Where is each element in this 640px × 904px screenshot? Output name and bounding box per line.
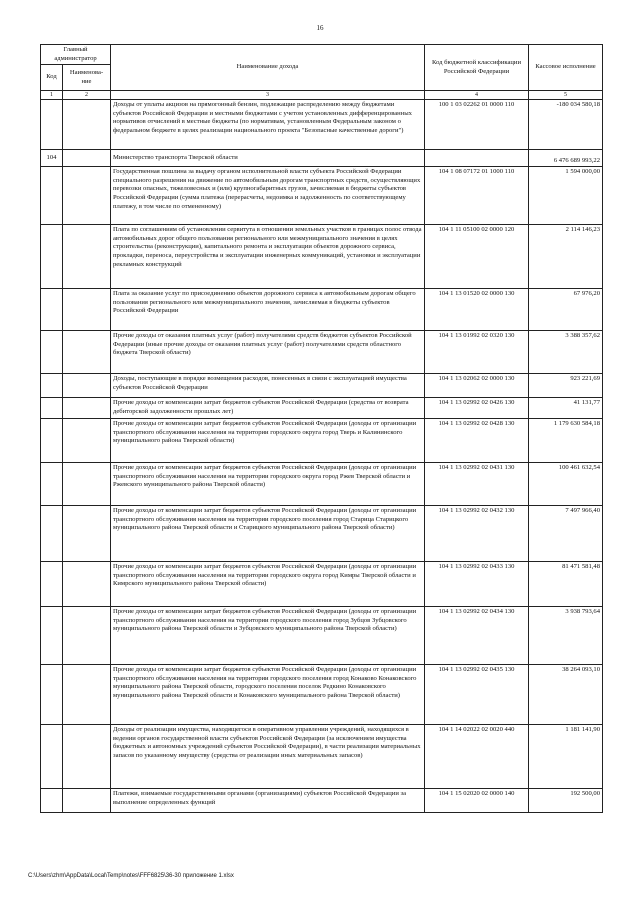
row-income-name: Прочие доходы от компенсации затрат бюджетов субъектов Российской Федерации (доходы от организации транспортного обслуживания населения на территории городского поселения город Зубцов Зубцовского муниципального района Тверской области и Зубцовского муниципального района Тверской области) bbox=[111, 607, 425, 665]
row-kbk: 104 1 13 02062 02 0000 130 bbox=[425, 374, 529, 398]
table-row bbox=[41, 398, 603, 419]
row-admin-code bbox=[41, 607, 63, 665]
row-amount: 1 179 630 584,18 bbox=[529, 419, 603, 463]
row-income-name: Доходы от уплаты акцизов на прямогонный бензин, подлежащие распределению между бюджетами субъектов Российской Федерации и местными бюджетами с учетом установленных дифференцированных нормативов отчислений в местные бюджеты (по нормативам, установленным Федеральным законом о федеральном бюджете в целях реализации национального проекта "Безопасные качественные дороги") bbox=[111, 100, 425, 150]
header-name-short: Наименова-ние bbox=[63, 65, 111, 91]
page-number: 16 bbox=[316, 24, 324, 32]
row-admin-name bbox=[63, 463, 111, 506]
row-admin-name bbox=[63, 100, 111, 150]
row-admin-name bbox=[63, 562, 111, 607]
row-kbk: 104 1 13 02992 02 0431 130 bbox=[425, 463, 529, 506]
row-income-name: Платежи, взимаемые государственными органами (организациями) субъектов Российской Федерации за выполнение определенных функций bbox=[111, 789, 425, 813]
row-income-name: Прочие доходы от компенсации затрат бюджетов субъектов Российской Федерации (доходы от организации транспортного обслуживания населения на территории городского округа город Ржев Тверской области и Ржевского муниципального района Тверской области) bbox=[111, 463, 425, 506]
row-amount: 41 131,77 bbox=[529, 398, 603, 419]
table-row bbox=[41, 789, 603, 813]
table-row bbox=[41, 167, 603, 225]
header-income-name: Наименование дохода bbox=[111, 45, 425, 91]
row-admin-code: 104 bbox=[41, 150, 63, 167]
row-admin-name bbox=[63, 289, 111, 331]
table-row bbox=[41, 331, 603, 374]
row-admin-name bbox=[63, 150, 111, 167]
row-kbk: 104 1 13 02992 02 0434 130 bbox=[425, 607, 529, 665]
row-kbk: 100 1 03 02262 01 0000 110 bbox=[425, 100, 529, 150]
row-kbk: 104 1 15 02020 02 0000 140 bbox=[425, 789, 529, 813]
row-income-name: Государственная пошлина за выдачу органом исполнительной власти субъекта Российской Федерации специального разрешения на движение по автомобильным дорогам транспортных средств, осуществляющих перевозки опасных, тяжеловесных и (или) крупногабаритных грузов, зачисляемая в бюджеты субъектов Российской Федерации (сумма платежа (перерасчеты, недоимка и задолженность по соответствующему платежу, в том числе по отмененному) bbox=[111, 167, 425, 225]
row-kbk: 104 1 14 02022 02 0020 440 bbox=[425, 725, 529, 789]
table-row bbox=[41, 289, 603, 331]
row-admin-name bbox=[63, 419, 111, 463]
row-kbk: 104 1 13 02992 02 0433 130 bbox=[425, 562, 529, 607]
table-row bbox=[41, 225, 603, 289]
header-index-2: 2 bbox=[63, 91, 111, 100]
table-row bbox=[41, 100, 603, 150]
header-index-1: 1 bbox=[41, 91, 63, 100]
row-admin-code bbox=[41, 419, 63, 463]
row-kbk: 104 1 13 02992 02 0428 130 bbox=[425, 419, 529, 463]
row-income-name: Плата по соглашениям об установлении сервитута в отношении земельных участков в границах полос отвода автомобильных дорог общего пользования регионального или межмуниципального значения в целях строительства (реконструкции), капитального ремонта и эксплуатации объектов дорожного сервиса, прокладки, переноса, переустройства и эксплуатации инженерных коммуникаций, установки и эксплуатации рекламных конструкций bbox=[111, 225, 425, 289]
row-income-name: Прочие доходы от оказания платных услуг (работ) получателями средств бюджетов субъектов Российской Федерации (иные прочие доходы от оказания платных услуг (работ) получателями средств областного бюджета Тверской области) bbox=[111, 331, 425, 374]
row-admin-code bbox=[41, 100, 63, 150]
header-index-4: 4 bbox=[425, 91, 529, 100]
row-admin-name bbox=[63, 506, 111, 562]
row-admin-name bbox=[63, 167, 111, 225]
row-admin-code bbox=[41, 289, 63, 331]
row-kbk: 104 1 13 01992 02 0320 130 bbox=[425, 331, 529, 374]
row-kbk: 104 1 13 01520 02 0000 130 bbox=[425, 289, 529, 331]
row-amount: 1 594 000,00 bbox=[529, 167, 603, 225]
row-amount: 923 221,69 bbox=[529, 374, 603, 398]
row-income-name: Прочие доходы от компенсации затрат бюджетов субъектов Российской Федерации (доходы от организации транспортного обслуживания населения на территории городского поселения город Конаково Конаковского муниципального района Тверской области, городского поселения поселок Редкино Конаковского муниципального района Тверской области и Конаковского муниципального района Тверской области) bbox=[111, 665, 425, 725]
row-admin-code bbox=[41, 398, 63, 419]
row-amount: 38 264 093,10 bbox=[529, 665, 603, 725]
row-amount: 3 938 793,64 bbox=[529, 607, 603, 665]
row-kbk bbox=[425, 150, 529, 167]
row-amount: 67 976,20 bbox=[529, 289, 603, 331]
row-income-name: Министерство транспорта Тверской области bbox=[111, 150, 425, 167]
row-income-name: Прочие доходы от компенсации затрат бюджетов субъектов Российской Федерации (средства от возврата дебиторской задолженности прошлых лет) bbox=[111, 398, 425, 419]
row-kbk: 104 1 13 02992 02 0435 130 bbox=[425, 665, 529, 725]
row-kbk: 104 1 13 02992 02 0432 130 bbox=[425, 506, 529, 562]
table-row bbox=[41, 419, 603, 463]
row-admin-code bbox=[41, 463, 63, 506]
table-row bbox=[41, 374, 603, 398]
row-admin-code bbox=[41, 506, 63, 562]
row-kbk: 104 1 11 05100 02 0000 120 bbox=[425, 225, 529, 289]
row-admin-code bbox=[41, 562, 63, 607]
header-kbk: Код бюджетной классификации Российской Федерации bbox=[425, 45, 529, 91]
row-amount: 1 181 141,90 bbox=[529, 725, 603, 789]
row-kbk: 104 1 13 02992 02 0426 130 bbox=[425, 398, 529, 419]
row-admin-code bbox=[41, 725, 63, 789]
row-admin-name bbox=[63, 665, 111, 725]
row-admin-code bbox=[41, 374, 63, 398]
row-admin-name bbox=[63, 331, 111, 374]
row-admin-name bbox=[63, 374, 111, 398]
table-row bbox=[41, 463, 603, 506]
row-amount: 6 476 689 993,22 bbox=[529, 150, 603, 167]
header-admin-group: Главный администратор bbox=[41, 45, 111, 65]
row-admin-code bbox=[41, 225, 63, 289]
table-row bbox=[41, 150, 603, 167]
table-row bbox=[41, 725, 603, 789]
row-admin-code bbox=[41, 665, 63, 725]
header-index-3: 3 bbox=[111, 91, 425, 100]
table-row bbox=[41, 506, 603, 562]
row-amount: 81 471 581,48 bbox=[529, 562, 603, 607]
row-admin-code bbox=[41, 789, 63, 813]
row-amount: 7 497 966,40 bbox=[529, 506, 603, 562]
table-row bbox=[41, 607, 603, 665]
row-admin-name bbox=[63, 607, 111, 665]
row-amount: 2 114 146,23 bbox=[529, 225, 603, 289]
header-index-5: 5 bbox=[529, 91, 603, 100]
row-admin-name bbox=[63, 225, 111, 289]
row-amount: 192 500,00 bbox=[529, 789, 603, 813]
table-row bbox=[41, 562, 603, 607]
row-amount: 100 461 632,54 bbox=[529, 463, 603, 506]
header-code: Код bbox=[41, 65, 63, 91]
revenue-table bbox=[40, 44, 603, 813]
row-admin-name bbox=[63, 725, 111, 789]
row-kbk: 104 1 08 07172 01 1000 110 bbox=[425, 167, 529, 225]
row-amount: -180 034 580,18 bbox=[529, 100, 603, 150]
row-admin-name bbox=[63, 789, 111, 813]
row-income-name: Доходы, поступающие в порядке возмещения расходов, понесенных в связи с эксплуатацией имущества субъектов Российской Федерации bbox=[111, 374, 425, 398]
row-income-name: Прочие доходы от компенсации затрат бюджетов субъектов Российской Федерации (доходы от организации транспортного обслуживания населения на территории городского поселения город Старица Старицкого муниципального района Тверской области и Старицкого муниципального района Тверской области) bbox=[111, 506, 425, 562]
row-income-name: Доходы от реализации имущества, находящегося в оперативном управлении учреждений, находящихся в ведении органов государственной власти субъектов Российской Федерации (за исключением имущества бюджетных и автономных учреждений субъектов Российской Федерации), в части реализации материальных запасов по указанному имуществу (средства от реализации иных материальных запасов) bbox=[111, 725, 425, 789]
row-admin-code bbox=[41, 167, 63, 225]
row-admin-code bbox=[41, 331, 63, 374]
row-income-name: Прочие доходы от компенсации затрат бюджетов субъектов Российской Федерации (доходы от организации транспортного обслуживания населения на территории городского округа город Тверь и Калининского муниципального района Тверской области) bbox=[111, 419, 425, 463]
row-amount: 3 388 357,62 bbox=[529, 331, 603, 374]
row-admin-name bbox=[63, 398, 111, 419]
footer-file-path: C:\Users\zhm\AppData\Local\Temp\notes\FFF6825\36-30 приложение 1.xlsx bbox=[28, 873, 234, 879]
row-income-name: Прочие доходы от компенсации затрат бюджетов субъектов Российской Федерации (доходы от организации транспортного обслуживания населения на территории городского округа город Кимры Тверской области и Кимрского муниципального района Тверской области) bbox=[111, 562, 425, 607]
table-row bbox=[41, 665, 603, 725]
header-amount: Кассовое исполнение bbox=[529, 45, 603, 91]
row-income-name: Плата за оказание услуг по присоединению объектов дорожного сервиса к автомобильным дорогам общего пользования регионального или межмуниципального значения, зачисляемая в бюджеты субъектов Российской Федерации bbox=[111, 289, 425, 331]
